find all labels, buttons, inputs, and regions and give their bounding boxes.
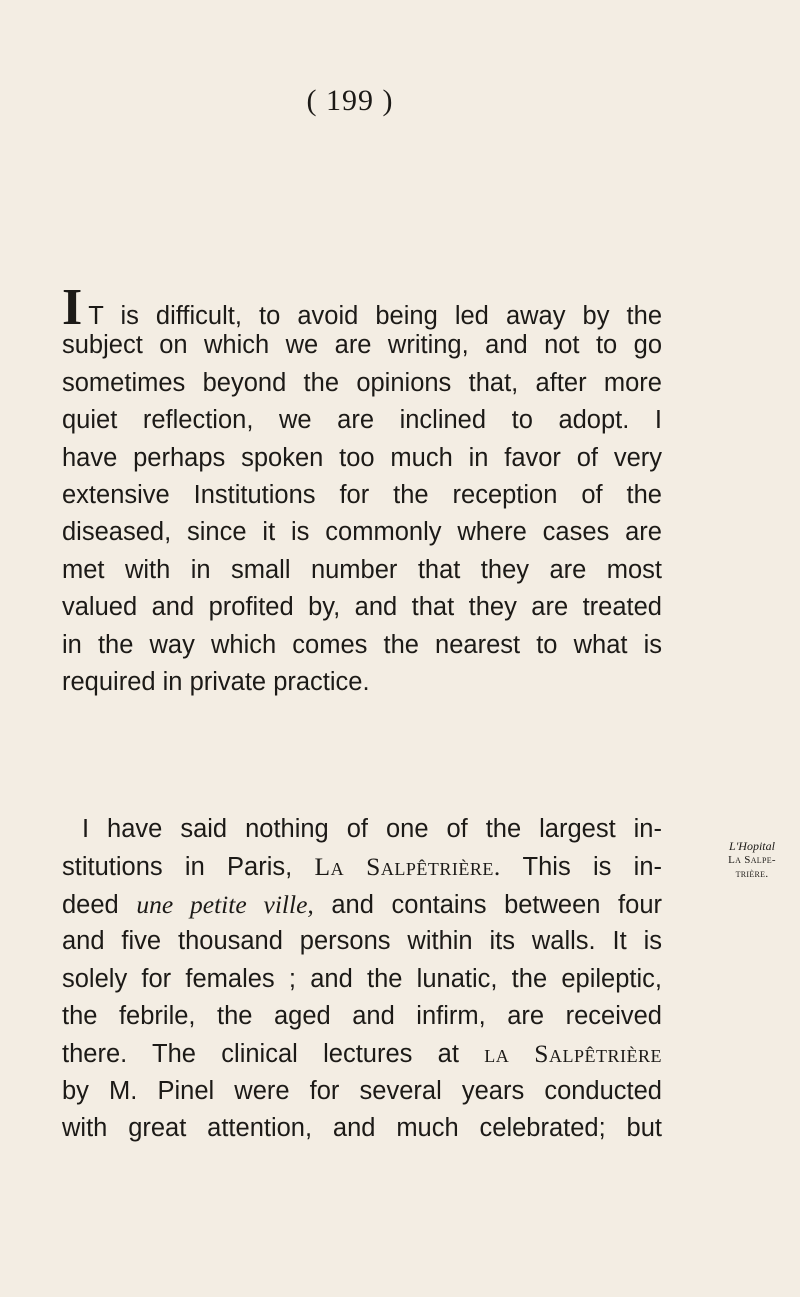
paragraph-2-line-7 <box>62 1035 662 1072</box>
paragraph-1 <box>62 279 662 701</box>
margin-note-line-3: trière. <box>735 868 769 880</box>
paragraph-1-line-3: sometimes beyond the opinions that, after more <box>62 368 662 397</box>
line-text: and contains between four <box>313 890 662 919</box>
place-name: la Salpêtrière <box>484 1039 662 1069</box>
paragraph-1-line-5: have perhaps spoken too much in favor of very <box>62 443 662 472</box>
line-text: stitutions in Paris, <box>62 853 315 882</box>
italic-phrase: une petite ville, <box>136 889 314 919</box>
line-text: there. The clinical lectures at <box>62 1040 485 1069</box>
paragraph-2-line-1: I have said nothing of one of the largest in- <box>82 815 662 843</box>
margin-note-line-1: L'Hopital <box>729 839 775 853</box>
paragraph-1-line-8: met with in small number that they are most <box>62 555 662 584</box>
paragraph-2-line-3 <box>62 886 662 923</box>
paragraph-1-line-6: extensive Institutions for the reception of the <box>62 480 662 509</box>
paragraph-2-line-5: solely for females ; and the lunatic, the epileptic, <box>62 964 662 993</box>
line-text: This is in- <box>500 853 663 882</box>
paragraph-1-line-1 <box>62 279 662 336</box>
paragraph-2-line-2 <box>62 848 662 885</box>
margin-note <box>706 839 798 881</box>
paragraph-1-line-10: in the way which comes the nearest to what is <box>62 630 662 659</box>
paragraph-2-line-9: with great attention, and much celebrated; but <box>62 1114 662 1143</box>
drop-cap: I <box>62 279 83 336</box>
paragraph-1-line-11: required in private practice. <box>62 667 370 696</box>
line-text: deed <box>62 890 137 919</box>
paragraph-1-line-2: subject on which we are writing, and not to go <box>62 331 662 360</box>
line-text: T is difficult, to avoid being led away by the <box>88 302 662 330</box>
paragraph-2-line-8: by M. Pinel were for several years conducted <box>62 1076 662 1105</box>
paragraph-1-line-9: valued and profited by, and that they are treated <box>62 593 662 622</box>
paragraph-2 <box>62 811 662 1148</box>
paragraph-1-line-7: diseased, since it is commonly where cases are <box>62 518 662 547</box>
place-name: La Salpêtrière. <box>314 852 501 882</box>
paragraph-1-line-4: quiet reflection, we are inclined to adopt. I <box>62 406 662 435</box>
margin-note-line-2: La Salpe- <box>728 854 776 866</box>
page-number: ( 199 ) <box>306 84 394 117</box>
paragraph-2-line-4: and five thousand persons within its walls. It is <box>62 927 662 956</box>
paragraph-2-line-6: the febrile, the aged and infirm, are received <box>62 1001 662 1030</box>
